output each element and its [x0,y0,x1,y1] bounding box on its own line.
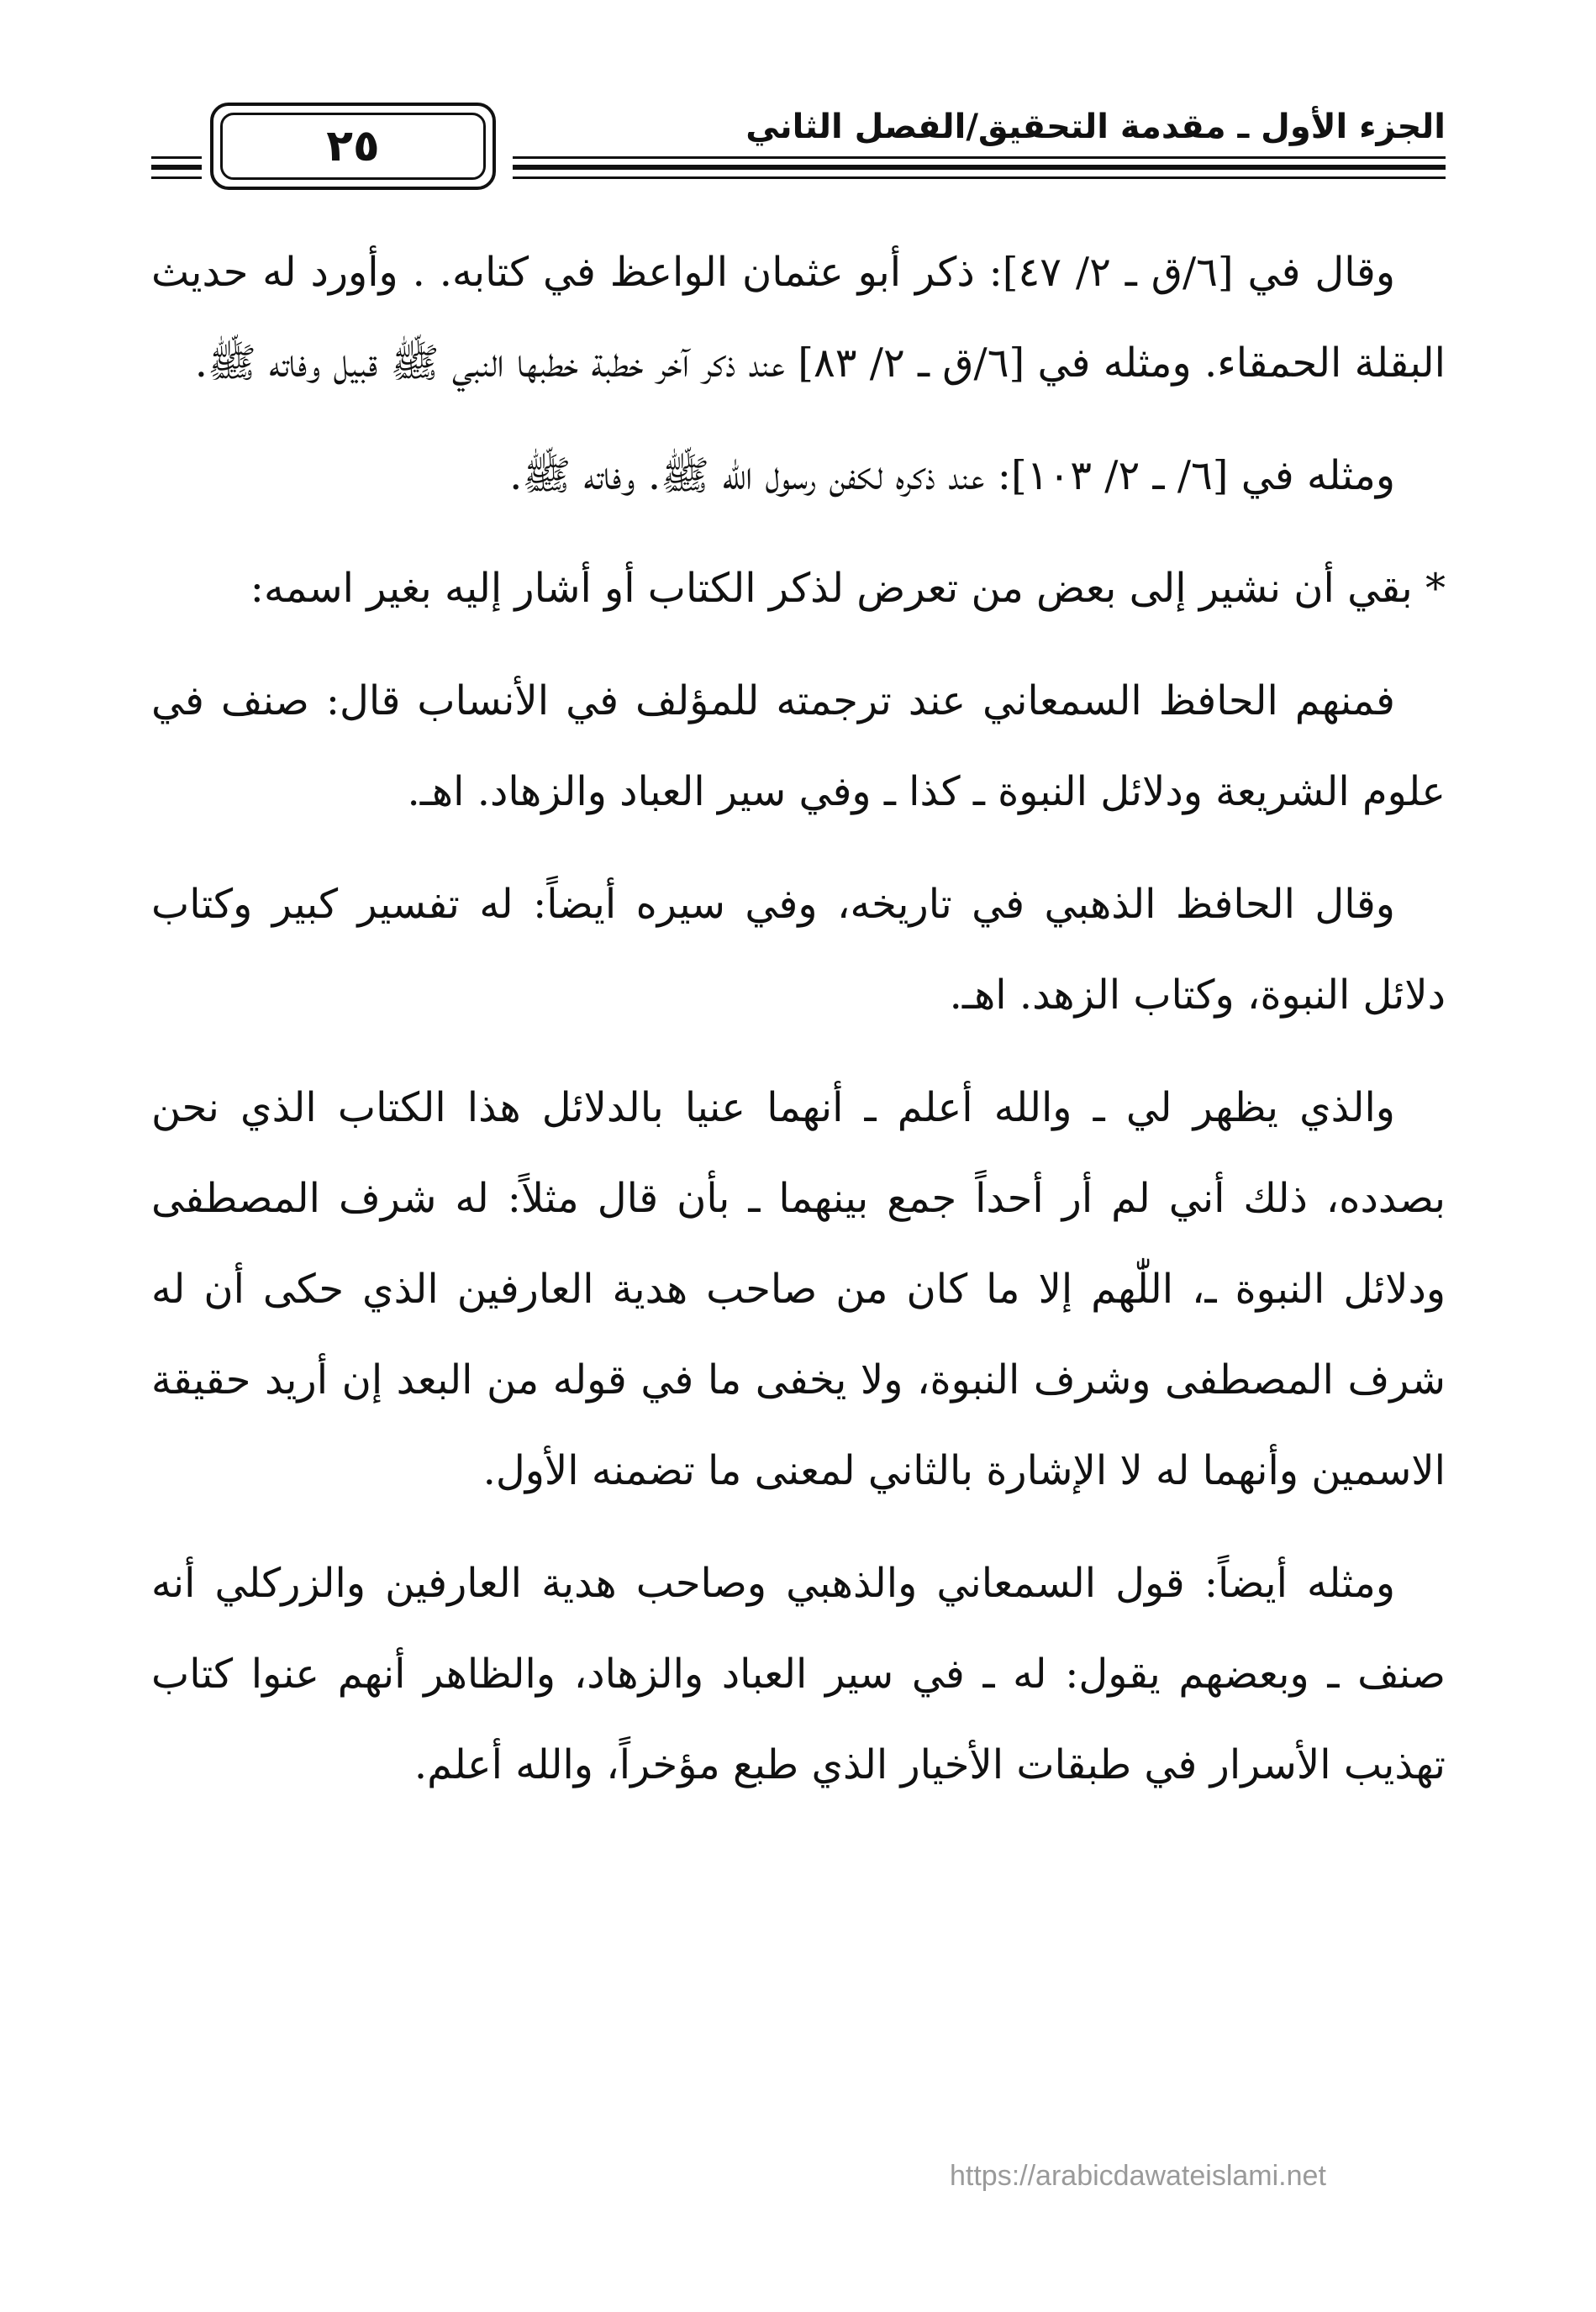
page-number: ٢٥ [220,113,486,180]
running-title: الجزء الأول ـ مقدمة التحقيق/الفصل الثاني [745,108,1446,146]
paragraph: فمنهم الحافظ السمعاني عند ترجمته للمؤلف في الأنساب قال: صنف في علوم الشريعة ودلائل النبوة ـ كذا ـ وفي سير العباد والزهاد. اهـ. [151,677,1446,815]
paragraph: ومثله أيضاً: قول السمعاني والذهبي وصاحب هدية العارفين والزركلي أنه صنف ـ وبعضهم يقول: له ـ في سير العباد والزهاد، والظاهر أنهم عنوا كتاب تهذيب الأسرار في طبقات الأخيار الذي طبع مؤخراً، والله أعلم. [151,1560,1446,1788]
header-rule-left [151,165,202,170]
paragraph: * بقي أن نشير إلى بعض من تعرض لذكر الكتاب أو أشار إليه بغير اسمه: [250,565,1446,612]
paragraph: وقال الحافظ الذهبي في تاريخه، وفي سيره أيضاً: له تفسير كبير وكتاب دلائل النبوة، وكتاب الزهد. اهـ. [151,881,1446,1019]
page-header [151,92,1446,193]
paragraph: والذي يظهر لي ـ والله أعلم ـ أنهما عنيا بالدلائل هذا الكتاب الذي نحن بصدده، ذلك أني لم أر أحداً جمع بينهما ـ بأن قال مثلاً: له شرف المصطفى ودلائل النبوة ـ، اللّٰهم إلا ما كان من صاحب هدية العارفين الذي حكى أن له شرف المصطفى وشرف النبوة، ولا يخفى ما في قوله من البعد إن أريد حقيقة الاسمين وأنهما له لا الإشارة بالثاني لمعنى ما تضمنه الأول. [151,1084,1446,1494]
header-rule-left [151,156,202,159]
header-rule [513,165,1446,170]
header-rule-left [151,176,202,179]
page-number-frame [210,103,496,190]
watermark-url: https://arabicdawateislami.net [950,2160,1326,2192]
page-body [151,227,1446,1832]
paragraph: ومثله في [٦/ ـ ٢/ ١٠٣]: عند ذكره لكفن رسول الله ﷺ. وفاته ﷺ. [509,452,1395,499]
header-rule [513,156,1446,159]
paragraph: وقال في [٦/ق ـ ٢/ ٤٧]: ذكر أبو عثمان الواعظ في كتابه. . وأورد له حديث البقلة الحمقاء. ومثله في [٦/ق ـ ٢/ ٨٣] عند ذكر آخر خطبة خطبها النبي ﷺ قبيل وفاته ﷺ. [151,249,1446,387]
header-rule [513,176,1446,179]
